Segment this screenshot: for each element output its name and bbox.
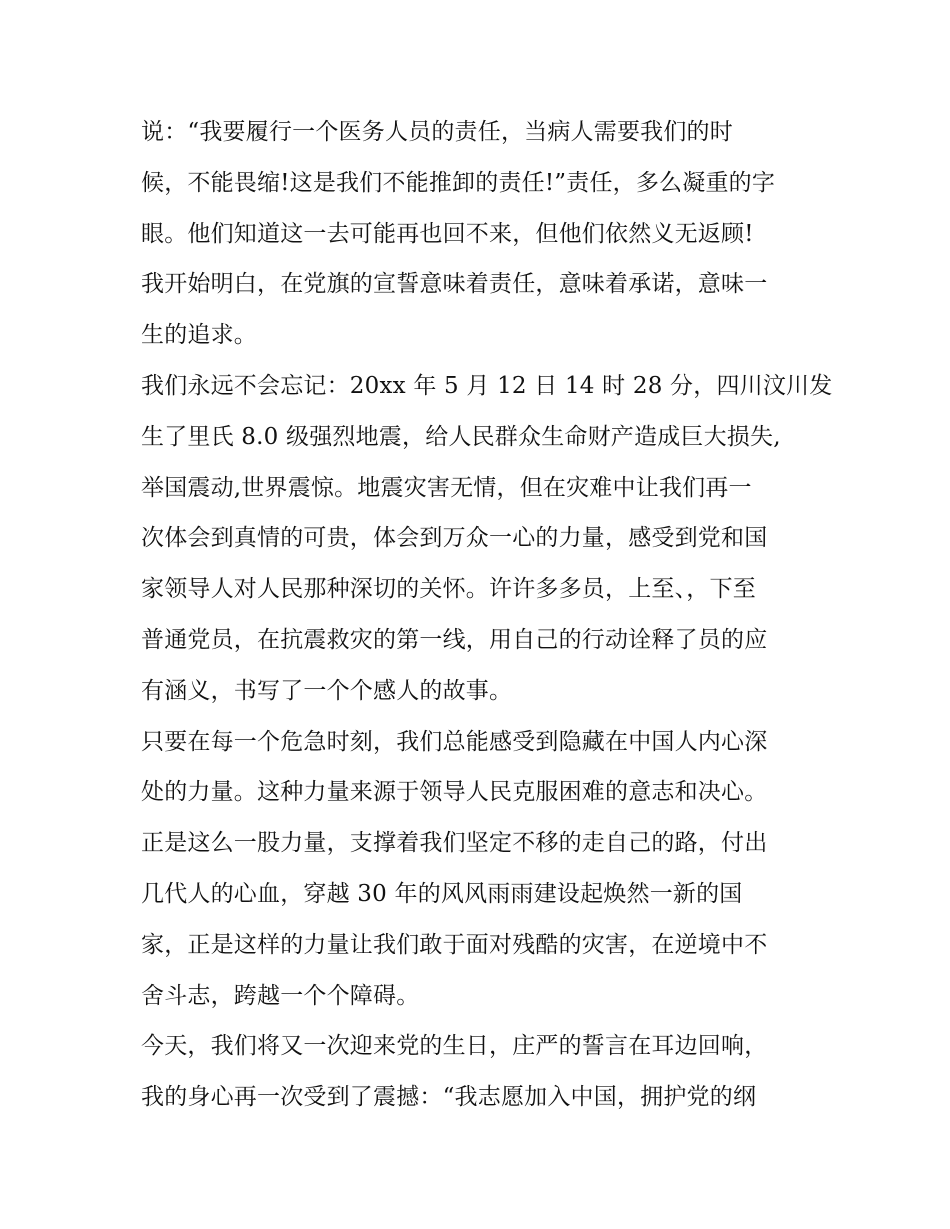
text-line: 举国震动,世界震惊。地震灾害无情，但在灾难中让我们再一 xyxy=(141,474,752,501)
text-line: 我的身心再一次受到了震撼：“我志愿加入中国，拥护党的纲 xyxy=(141,1084,757,1111)
text-line: 生了里氏 8.0 级强烈地震，给人民群众生命财产造成巨大损失, xyxy=(141,423,781,450)
text-line: 只要在每一个危急时刻，我们总能感受到隐藏在中国人内心深 xyxy=(141,728,768,755)
document-body xyxy=(141,107,833,1123)
text-line: 家领导人对人民那种深切的关怀。许许多多员，上至、，下至 xyxy=(141,576,756,603)
text-line: 生的追求。 xyxy=(141,322,257,349)
text-line: 说：“我要履行一个医务人员的责任，当病人需要我们的时 xyxy=(141,119,733,145)
text-line: 我们永远不会忘记：20xx 年 5 月 12 日 14 时 28 分，四川汶川发 xyxy=(141,372,833,399)
text-line: 眼。他们知道这一去可能再也回不来，但他们依然义无返顾! xyxy=(141,220,754,247)
text-line: 正是这么一股力量，支撑着我们坚定不移的走自己的路，付出 xyxy=(141,830,768,857)
text-line: 次体会到真情的可贵，体会到万众一心的力量，感受到党和国 xyxy=(141,525,768,552)
text-line: 舍斗志，跨越一个个障碍。 xyxy=(141,982,420,1009)
text-line: 普通党员，在抗震救灾的第一线，用自己的行动诠释了员的应 xyxy=(141,626,768,653)
text-line: 我开始明白，在党旗的宣誓意味着责任，意味着承诺，意味一 xyxy=(141,271,768,298)
text-line: 几代人的心血，穿越 30 年的风风雨雨建设起焕然一新的国 xyxy=(141,880,743,907)
text-line: 有涵义，书写了一个个感人的故事。 xyxy=(141,677,513,704)
text-line: 今天，我们将又一次迎来党的生日，庄严的誓言在耳边回响， xyxy=(141,1033,768,1060)
text-line: 处的力量。这种力量来源于领导人民克服困难的意志和决心。 xyxy=(141,779,768,806)
text-line: 家，正是这样的力量让我们敢于面对残酷的灾害，在逆境中不 xyxy=(141,931,768,958)
text-line: 候，不能畏缩!这是我们不能推卸的责任!”责任，多么凝重的字 xyxy=(141,169,776,196)
